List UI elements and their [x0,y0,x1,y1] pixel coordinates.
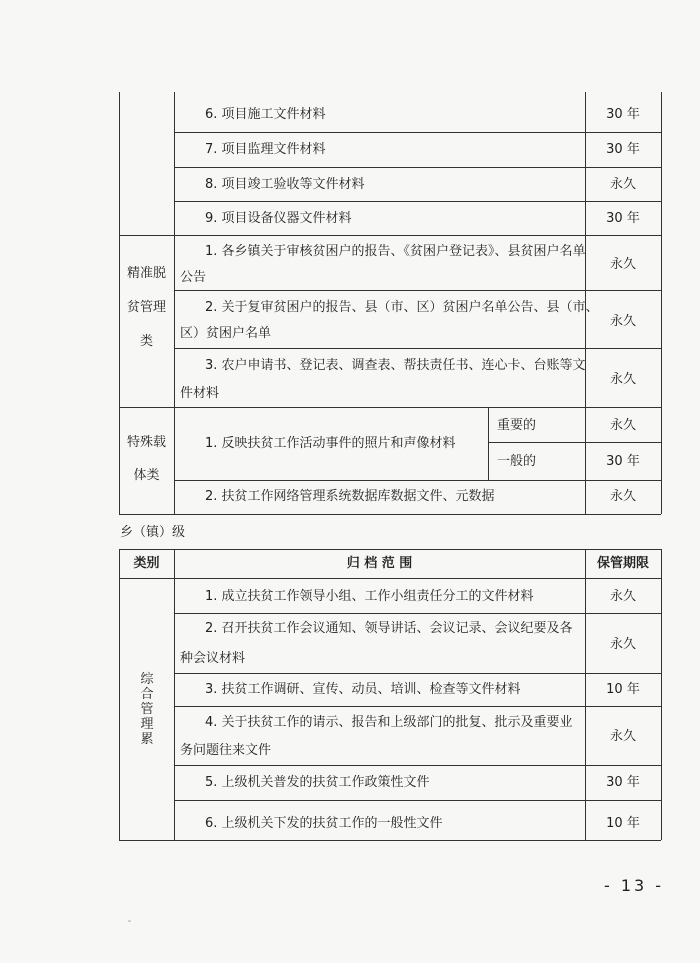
retention-cell: 10 年 [606,816,640,831]
scan-mark-icon: ˇ [127,920,132,931]
table-cell-content: 6. 上级机关下发的扶贫工作的一般性文件 [205,816,443,831]
retention-cell: 30 年 [606,775,640,790]
retention-cell: 30 年 [606,107,640,122]
table-border-right [661,549,662,840]
table-border-top [119,549,661,550]
row-line [174,613,661,614]
table-cell-content: 9. 项目设备仪器文件材料 [205,211,352,226]
retention-cell: 永久 [609,314,636,329]
table-cell-content: 1. 成立扶贫工作领导小组、工作小组责任分工的文件材料 [205,589,534,604]
header-retention: 保管期限 [596,556,649,571]
table-cell-content: 2. 扶贫工作网络管理系统数据库数据文件、元数据 [205,489,495,504]
header-line [119,578,661,579]
header-category: 类别 [133,556,160,571]
table-cell-content: 7. 项目监理文件材料 [205,142,326,157]
table-cell-content: 1. 反映扶贫工作活动事件的照片和声像材料 [205,436,456,451]
subcategory-label: 一般的 [497,454,537,469]
table-cell-content: 区）贫困户名单 [180,326,272,341]
table-cell-content: 公告 [180,270,207,285]
retention-cell: 永久 [609,177,636,192]
row-line [174,765,661,766]
retention-cell: 30 年 [606,142,640,157]
category-label: 体类 [133,468,160,483]
retention-cell: 永久 [609,257,636,272]
table-cell-content: 1. 各乡镇关于审核贫困户的报告、《贫困户登记表》、县贫困户名单 [205,244,586,259]
retention-cell: 永久 [609,418,636,433]
table-cell-content: 2. 召开扶贫工作会议通知、领导讲话、会议记录、会议纪要及各 [205,621,573,636]
table-cell-content: 2. 关于复审贫困户的报告、县（市、区）贫困户名单公告、县（市、 [205,300,599,315]
table-cell-content: 6. 项目施工文件材料 [205,107,326,122]
column-divider-category [174,92,175,514]
category-label: 贫管理 [126,300,166,315]
retention-cell: 30 年 [606,454,640,469]
table-cell-content: 务问题往来文件 [180,743,272,758]
row-line [174,800,661,801]
retention-cell: 永久 [609,729,636,744]
table-cell-content: 3. 扶贫工作调研、宣传、动员、培训、检查等文件材料 [205,682,521,697]
row-line [174,132,661,133]
category-label: 类 [139,334,153,349]
retention-cell: 永久 [609,489,636,504]
column-divider-retention [585,549,586,840]
row-line [174,706,661,707]
retention-cell: 永久 [609,372,636,387]
table-border-bottom [119,840,661,841]
township-level-label: 乡（镇）级 [120,525,186,540]
table-cell-content: 4. 关于扶贫工作的请示、报告和上级部门的批复、批示及重要业 [205,715,573,730]
row-line [174,480,661,481]
category-label: 特殊载 [126,435,166,450]
row-line [488,442,661,443]
page-number: - 13 - [604,876,665,895]
table-cell-content: 种会议材料 [180,651,246,666]
section-line [119,235,661,236]
table-cell-content: 8. 项目竣工验收等文件材料 [205,177,365,192]
retention-cell: 永久 [609,589,636,604]
row-line [174,348,661,349]
row-line [174,673,661,674]
table-border-right [661,92,662,514]
header-scope: 归 档 范 围 [346,556,413,571]
table-border-bottom [119,514,661,515]
column-divider-subcategory [488,407,489,480]
row-line [174,290,661,291]
column-divider-category [174,549,175,840]
retention-cell: 永久 [609,637,636,652]
category-label-vertical: 综合管理累 [140,672,154,747]
table-cell-content: 3. 农户申请书、登记表、调查表、帮扶责任书、连心卡、台账等文 [205,358,586,373]
row-line [174,167,661,168]
table-border-left [119,549,120,840]
retention-cell: 30 年 [606,211,640,226]
retention-cell: 10 年 [606,682,640,697]
category-label: 精准脱 [126,266,166,281]
subcategory-label: 重要的 [497,418,537,433]
section-line [119,407,661,408]
table-cell-content: 5. 上级机关普发的扶贫工作政策性文件 [205,775,430,790]
row-line [174,201,661,202]
table-cell-content: 件材料 [180,386,220,401]
